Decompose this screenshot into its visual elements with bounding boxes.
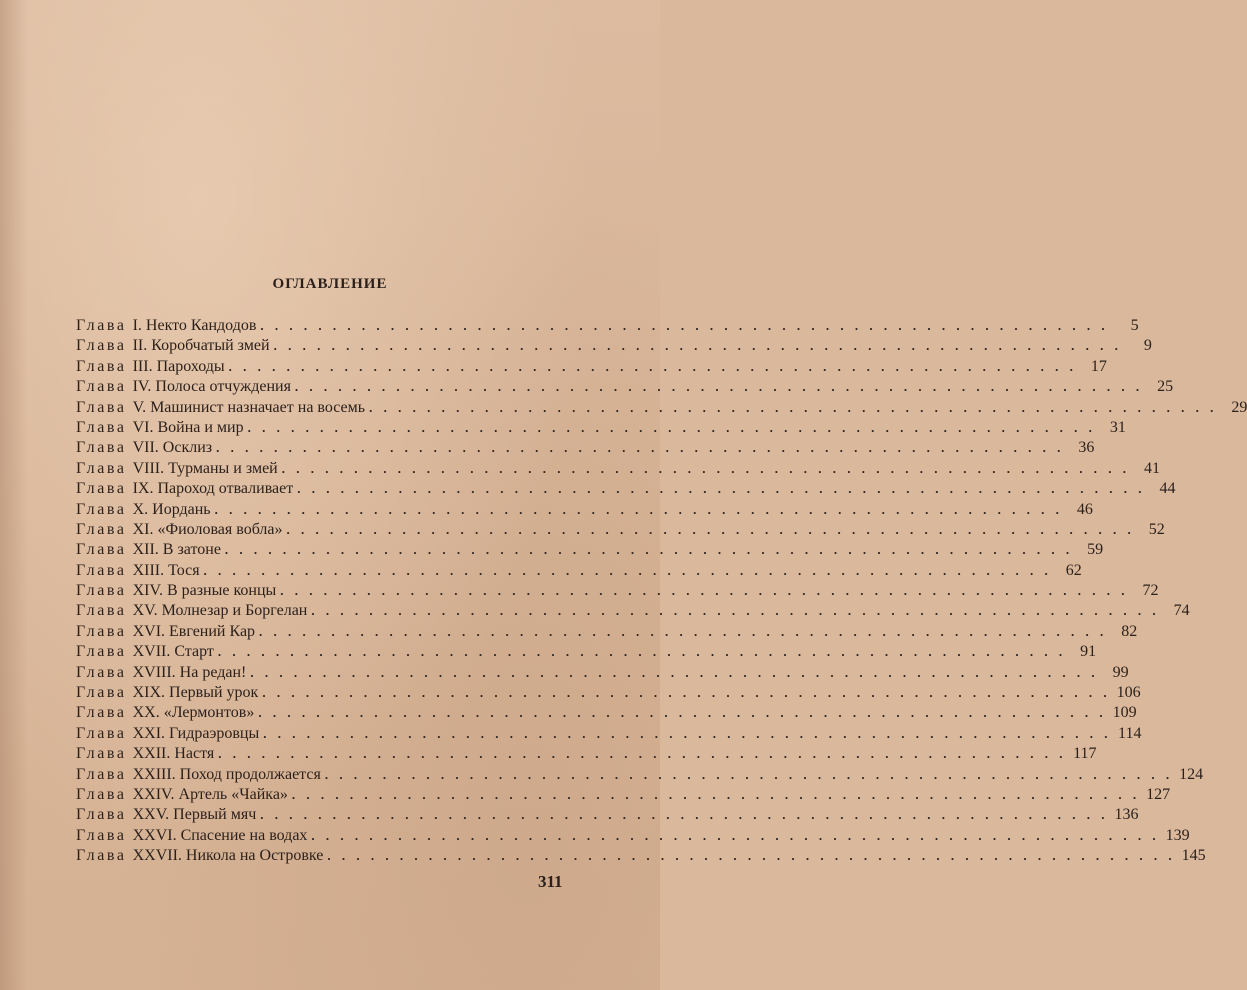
- chapter-title: IV. Полоса отчуждения: [132, 378, 291, 396]
- chapter-page-number: 114: [1118, 724, 1142, 742]
- chapter-title: II. Коробчатый змей: [132, 337, 270, 355]
- dot-leader: [262, 683, 1110, 703]
- page-edge-shadow: [0, 0, 28, 990]
- chapter-title: I. Некто Кандодов: [132, 317, 257, 334]
- chapter-page-number: 145: [1181, 847, 1206, 865]
- dot-leader: [311, 601, 1159, 621]
- chapter-label: Глава: [76, 622, 127, 640]
- toc-entry: [76, 724, 1142, 744]
- chapter-page-number: 82: [1121, 622, 1138, 640]
- chapter-page-number: 29: [1231, 398, 1247, 416]
- chapter-label: Глава: [76, 500, 127, 518]
- chapter-page-number: 117: [1073, 745, 1097, 763]
- chapter-label: Глава: [76, 684, 127, 702]
- dot-leader: [216, 438, 1064, 458]
- dot-leader: [327, 846, 1175, 866]
- toc-entry: [76, 622, 1138, 642]
- chapter-title: XV. Молнезар и Боргелан: [132, 602, 308, 620]
- dot-leader: [295, 377, 1143, 397]
- chapter-title: XIV. В разные концы: [132, 582, 277, 600]
- chapter-title: VI. Война и мир: [132, 418, 244, 436]
- chapter-page-number: 59: [1087, 541, 1104, 559]
- chapter-title: XI. «Фиоловая вобла»: [132, 520, 283, 538]
- dot-leader: [369, 398, 1217, 418]
- toc-entry: [76, 581, 1159, 601]
- chapter-label: Глава: [76, 724, 127, 742]
- dot-leader: [292, 785, 1140, 805]
- chapter-page-number: 5: [1130, 317, 1139, 334]
- toc-entry: [76, 805, 1139, 825]
- toc-entry: [76, 316, 1139, 336]
- dot-leader: [311, 826, 1159, 846]
- toc-entry: [76, 826, 1190, 846]
- chapter-page-number: 91: [1080, 643, 1097, 661]
- dot-leader: [260, 316, 1108, 336]
- dot-leader: [259, 622, 1107, 642]
- chapter-page-number: 17: [1090, 357, 1107, 375]
- chapter-page-number: 106: [1116, 684, 1141, 702]
- chapter-title: XII. В затоне: [132, 541, 221, 559]
- chapter-label: Глава: [76, 459, 127, 477]
- dot-leader: [229, 357, 1077, 377]
- toc-entry: [76, 520, 1165, 540]
- chapter-label: Глава: [76, 765, 127, 783]
- chapter-label: Глава: [76, 847, 127, 865]
- chapter-label: Глава: [76, 317, 127, 334]
- toc-entry: [76, 479, 1176, 499]
- toc-entry: [76, 765, 1204, 785]
- chapter-title: VII. Осклиз: [132, 439, 213, 457]
- toc-entry: [76, 377, 1174, 397]
- toc-entry: [76, 683, 1141, 703]
- chapter-page-number: 62: [1065, 561, 1082, 579]
- chapter-title: XVII. Старт: [132, 643, 214, 661]
- chapter-label: Глава: [76, 582, 127, 600]
- toc-entry: [76, 336, 1152, 356]
- chapter-title: XVIII. На редан!: [132, 663, 247, 681]
- chapter-title: XXI. Гидраэровцы: [132, 724, 260, 742]
- toc-entry: [76, 703, 1137, 723]
- toc-entry: [76, 500, 1093, 520]
- toc-entry: [76, 663, 1129, 683]
- chapter-page-number: 25: [1157, 378, 1174, 396]
- toc-entry: [76, 418, 1126, 438]
- chapter-page-number: 31: [1109, 418, 1126, 436]
- page-number: 311: [538, 872, 563, 891]
- chapter-title: XIX. Первый урок: [132, 684, 259, 702]
- chapter-title: III. Пароходы: [132, 357, 225, 375]
- chapter-label: Глава: [76, 541, 127, 559]
- toc-entry: [76, 438, 1095, 458]
- toc-entry: [76, 846, 1206, 866]
- chapter-title: XX. «Лермонтов»: [132, 704, 255, 722]
- dot-leader: [225, 540, 1073, 560]
- chapter-label: Глава: [76, 785, 127, 803]
- dot-leader: [282, 459, 1130, 479]
- dot-leader: [263, 724, 1111, 744]
- chapter-title: XVI. Евгений Кар: [132, 622, 256, 640]
- dot-leader: [218, 744, 1066, 764]
- toc-entry: [76, 642, 1097, 662]
- chapter-page-number: 52: [1148, 520, 1165, 538]
- chapter-label: Глава: [76, 806, 127, 824]
- chapter-page-number: 74: [1173, 602, 1190, 620]
- toc-entry: [76, 459, 1160, 479]
- dot-leader: [248, 418, 1096, 438]
- chapter-label: Глава: [76, 602, 127, 620]
- chapter-page-number: 124: [1179, 765, 1204, 783]
- chapter-page-number: 139: [1165, 826, 1190, 844]
- chapter-page-number: 41: [1143, 459, 1160, 477]
- chapter-label: Глава: [76, 398, 127, 416]
- chapter-page-number: 136: [1114, 806, 1139, 824]
- chapter-label: Глава: [76, 480, 127, 498]
- dot-leader: [297, 479, 1145, 499]
- dot-leader: [325, 765, 1173, 785]
- chapter-title: XXVII. Никола на Островке: [132, 847, 324, 865]
- chapter-label: Глава: [76, 826, 127, 844]
- toc-entry: [76, 357, 1107, 377]
- chapter-page-number: 109: [1112, 704, 1137, 722]
- chapter-page-number: 72: [1142, 582, 1159, 600]
- chapter-title: XXVI. Спасение на водах: [132, 826, 308, 844]
- toc-entry: [76, 785, 1171, 805]
- toc-entry: [76, 540, 1104, 560]
- dot-leader: [215, 500, 1063, 520]
- dot-leader: [250, 663, 1098, 683]
- dot-leader: [287, 520, 1135, 540]
- chapter-page-number: 46: [1076, 500, 1093, 518]
- chapter-title: VIII. Турманы и змей: [132, 459, 278, 477]
- chapter-page-number: 9: [1143, 337, 1152, 355]
- chapter-title: IX. Пароход отваливает: [132, 480, 294, 498]
- chapter-title: X. Иордань: [132, 500, 211, 518]
- toc-entry: [76, 601, 1190, 621]
- toc-entry: [76, 398, 1247, 418]
- chapter-label: Глава: [76, 357, 127, 375]
- dot-leader: [280, 581, 1128, 601]
- chapter-label: Глава: [76, 418, 127, 436]
- chapter-page-number: 44: [1159, 480, 1176, 498]
- toc-heading: ОГЛАВЛЕНИЕ: [272, 276, 388, 292]
- dot-leader: [274, 336, 1122, 356]
- chapter-page-number: 99: [1112, 663, 1129, 681]
- chapter-title: V. Машинист назначает на восемь: [132, 398, 366, 416]
- chapter-label: Глава: [76, 745, 127, 763]
- dot-leader: [204, 561, 1052, 581]
- chapter-label: Глава: [76, 561, 127, 579]
- dot-leader: [260, 805, 1108, 825]
- chapter-title: XXIV. Артель «Чайка»: [132, 785, 288, 803]
- toc-entry: [76, 561, 1082, 581]
- toc-list: [76, 316, 1247, 867]
- chapter-title: XXV. Первый мяч: [132, 806, 257, 824]
- chapter-label: Глава: [76, 439, 127, 457]
- chapter-label: Глава: [76, 520, 127, 538]
- chapter-title: XXII. Настя: [132, 745, 215, 763]
- chapter-label: Глава: [76, 663, 127, 681]
- chapter-label: Глава: [76, 378, 127, 396]
- dot-leader: [258, 703, 1106, 723]
- chapter-label: Глава: [76, 643, 127, 661]
- chapter-label: Глава: [76, 337, 127, 355]
- chapter-label: Глава: [76, 704, 127, 722]
- dot-leader: [218, 642, 1066, 662]
- toc-entry: [76, 744, 1097, 764]
- chapter-page-number: 127: [1146, 785, 1171, 803]
- chapter-title: XIII. Тося: [132, 561, 200, 579]
- chapter-page-number: 36: [1078, 439, 1095, 457]
- chapter-title: XXIII. Поход продолжается: [132, 765, 321, 783]
